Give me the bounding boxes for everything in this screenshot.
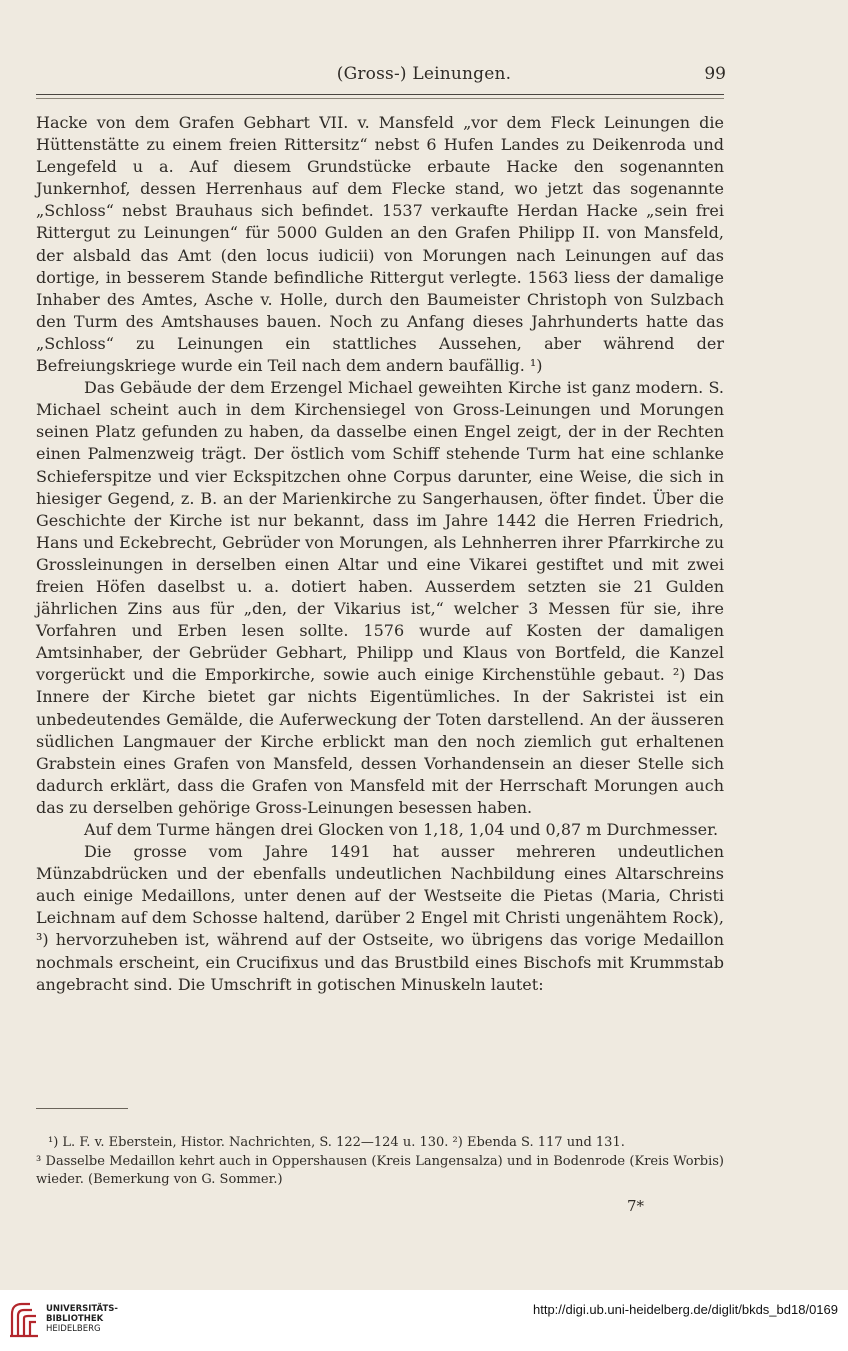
footnote-rule: [36, 1108, 128, 1109]
library-name-line: UNIVERSITÄTS-: [46, 1304, 118, 1314]
footnote: ¹) L. F. v. Eberstein, Histor. Nachrichten, S. 122—124 u. 130. ²) Ebenda S. 117 und 131.: [48, 1135, 625, 1150]
footnotes: [36, 1134, 724, 1190]
paragraph: Die grosse vom Jahre 1491 hat ausser mehreren undeutlichen Münzabdrücken und der ebenfalls undeutlichen Nachbildung eines Altarschreins auch einige Medaillons, unter denen auf der Westseite die Pietas (Maria, Christi Leichnam auf dem Schosse haltend, darüber 2 Engel mit Christi ungenähtem Rock), ³) hervorzuheben ist, während auf der Ostseite, wo übrigens das vorige Medaillon nochmals erscheint, ein Crucifixus und das Brustbild eines Bischofs mit Krummstab angebracht sind. Die Umschrift in gotischen Minuskeln lautet:: [36, 842, 724, 994]
digitization-footer: [0, 1290, 848, 1351]
running-title: (Gross-) Leinungen.: [336, 64, 512, 84]
page-number: 99: [704, 64, 726, 84]
source-url-link[interactable]: http://digi.ub.uni-heidelberg.de/diglit/bkds_bd18/0169: [532, 1302, 838, 1317]
library-name-line: HEIDELBERG: [46, 1324, 101, 1334]
footnote: ³ Dasselbe Medaillon kehrt auch in Oppershausen (Kreis Langensalza) und in Bodenrode (Kreis Worbis) wieder. (Bemerkung von G. Sommer.): [36, 1153, 724, 1187]
header-rule: [36, 94, 724, 95]
university-library-logo-icon: [8, 1300, 40, 1340]
library-name-line: BIBLIOTHEK: [46, 1314, 104, 1324]
signature-mark: 7*: [626, 1197, 644, 1215]
running-head: [0, 62, 848, 90]
paragraph: Auf dem Turme hängen drei Glocken von 1,18, 1,04 und 0,87 m Durchmesser.: [84, 820, 719, 839]
library-name: [46, 1304, 118, 1334]
body-text: [36, 112, 724, 996]
paragraph: Das Gebäude der dem Erzengel Michael geweihten Kirche ist ganz modern. S. Michael scheint auch in dem Kirchensiegel von Gross-Leinungen und Morungen seinen Platz gefunden zu haben, da dasselbe einen Engel zeigt, der in der Rechten einen Palmenzweig trägt. Der östlich vom Schiff stehende Turm hat eine schlanke Schieferspitze und vier Eckspitzchen ohne Corpus darunter, eine Weise, die sich in hiesiger Gegend, z. B. an der Marienkirche zu Sangerhausen, öfter findet. Über die Geschichte der Kirche ist nur bekannt, dass im Jahre 1442 die Herren Friedrich, Hans und Eckebrecht, Gebrüder von Morungen, als Lehnherren ihrer Pfarrkirche zu Grossleinungen in derselben einen Altar und eine Vikarei gestiftet und mit zwei freien Höfen daselbst u. a. dotiert haben. Ausserdem setzten sie 21 Gulden jährlichen Zins aus für „den, der Vikarius ist,“ welcher 3 Messen für sie, ihre Vorfahren und Erben lesen sollte. 1576 wurde auf Kosten der damaligen Amtsinhaber, der Gebrüder Gebhart, Philipp und Klaus von Bortfeld, die Kanzel vorgerückt und die Emporkirche, sowie auch einige Kirchenstühle gebaut. ²) Das Innere der Kirche bietet gar nichts Eigentümliches. In der Sakristei ist ein unbedeutendes Gemälde, die Auferweckung der Toten darstellend. An der äusseren südlichen Langmauer der Kirche erblickt man den noch ziemlich gut erhaltenen Grabstein eines Grafen von Mansfeld, dessen Vorhandensein an dieser Stelle sich dadurch erklärt, dass die Grafen von Mansfeld mit der Herrschaft Morungen auch das zu derselben gehörige Gross-Leinungen besessen haben.: [36, 378, 724, 817]
paragraph: Hacke von dem Grafen Gebhart VII. v. Mansfeld „vor dem Fleck Leinungen die Hüttenstätte zu einem freien Rittersitz“ nebst 6 Hufen Landes zu Deikenroda und Lengefeld u a. Auf diesem Grundstücke erbaute Hacke den sogenannten Junkernhof, dessen Herrenhaus auf dem Flecke stand, wo jetzt das sogenannte „Schloss“ nebst Brauhaus sich befindet. 1537 verkaufte Herdan Hacke „sein frei Rittergut zu Leinungen“ für 5000 Gulden an den Grafen Philipp II. von Mansfeld, der alsbald das Amt (den locus iudicii) von Morungen nach Leinungen auf das dortige, in besserem Stande befindliche Rittergut verlegte. 1563 liess der damalige Inhaber des Amtes, Asche v. Holle, durch den Baumeister Christoph von Sulzbach den Turm des Amtshauses bauen. Noch zu Anfang dieses Jahrhunderts hatte das „Schloss“ zu Leinungen ein stattliches Aussehen, aber während der Befreiungskriege wurde ein Teil nach dem andern baufällig. ¹): [36, 113, 724, 376]
header-rule-secondary: [36, 98, 724, 99]
